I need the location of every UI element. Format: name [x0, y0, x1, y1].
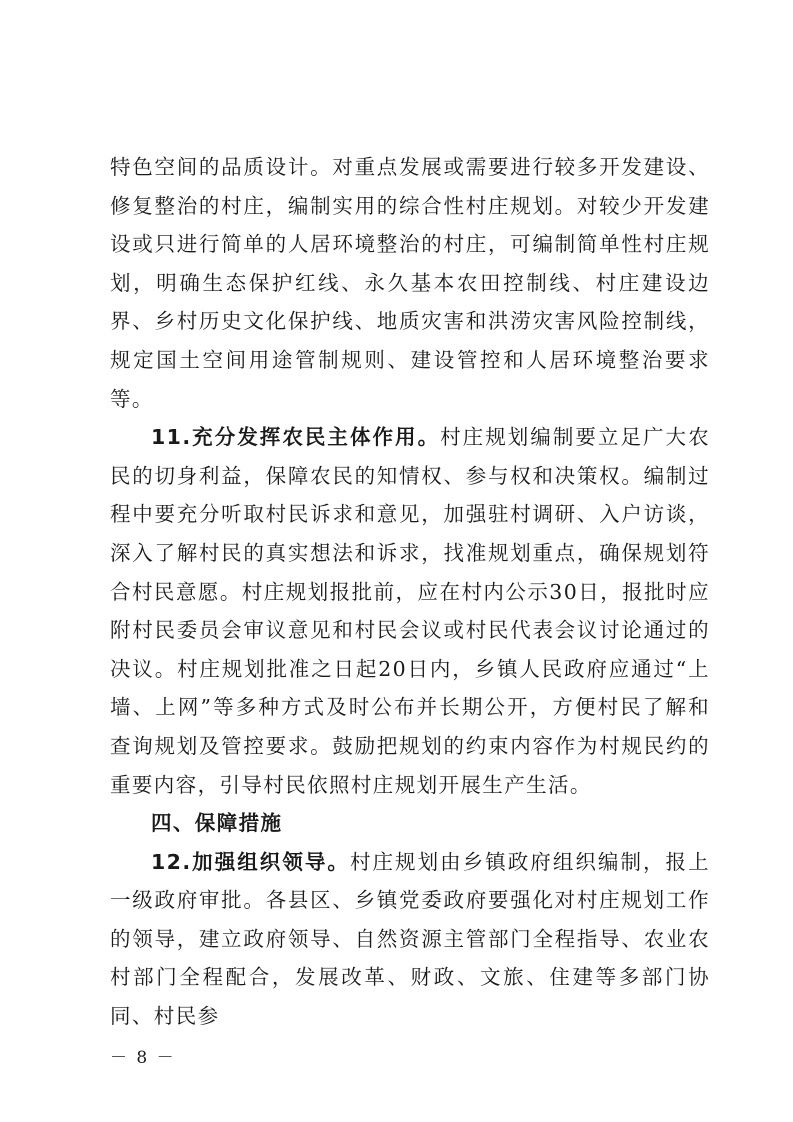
section-heading: 四、保障措施 — [151, 811, 283, 836]
paragraph-continuation — [110, 148, 710, 418]
paragraph-lead: 12.加强组织领导。 — [151, 849, 350, 874]
paragraph-11 — [110, 418, 710, 804]
page-number: － 8 － — [110, 1048, 176, 1068]
paragraph-text: 村庄规划编制要立足广大农民的切身利益，保障农民的知情权、参与权和决策权。编制过程中要充分听取村民诉求和意见，加强驻村调研、入户访谈，深入了解村民的真实想法和诉求，找准规划重点，确保规划符合村民意愿。村庄规划报批前，应在村内公示30日，报批时应附村民委员会审议意见和村民会议或村民代表会议讨论通过的决议。村庄规划批准之日起20日内，乡镇人民政府应通过“上墙、上网”等多种方式及时公布并长期公开，方便村民了解和查询规划及管控要求。鼓励把规划的约束内容作为村规民约的重要内容，引导村民依照村庄规划开展生产生活。 — [110, 425, 710, 797]
paragraph-text: 村庄规划由乡镇政府组织编制，报上一级政府审批。各县区、乡镇党委政府要强化对村庄规划工作的领导，建立政府领导、自然资源主管部门全程指导、农业农村部门全程配合，发展改革、财政、文旅、住建等多部门协同、村民参 — [110, 849, 710, 1029]
body-text — [110, 148, 710, 1036]
paragraph-12 — [110, 843, 710, 1036]
paragraph-lead: 11.充分发挥农民主体作用。 — [151, 425, 441, 450]
paragraph-text: 特色空间的品质设计。对重点发展或需要进行较多开发建设、修复整治的村庄，编制实用的综合性村庄规划。对较少开发建设或只进行简单的人居环境整治的村庄，可编制简单性村庄规划，明确生态保护红线、永久基本农田控制线、村庄建设边界、乡村历史文化保护线、地质灾害和洪涝灾害风险控制线，规定国土空间用途管制规则、建设管控和人居环境整治要求等。 — [110, 155, 710, 411]
